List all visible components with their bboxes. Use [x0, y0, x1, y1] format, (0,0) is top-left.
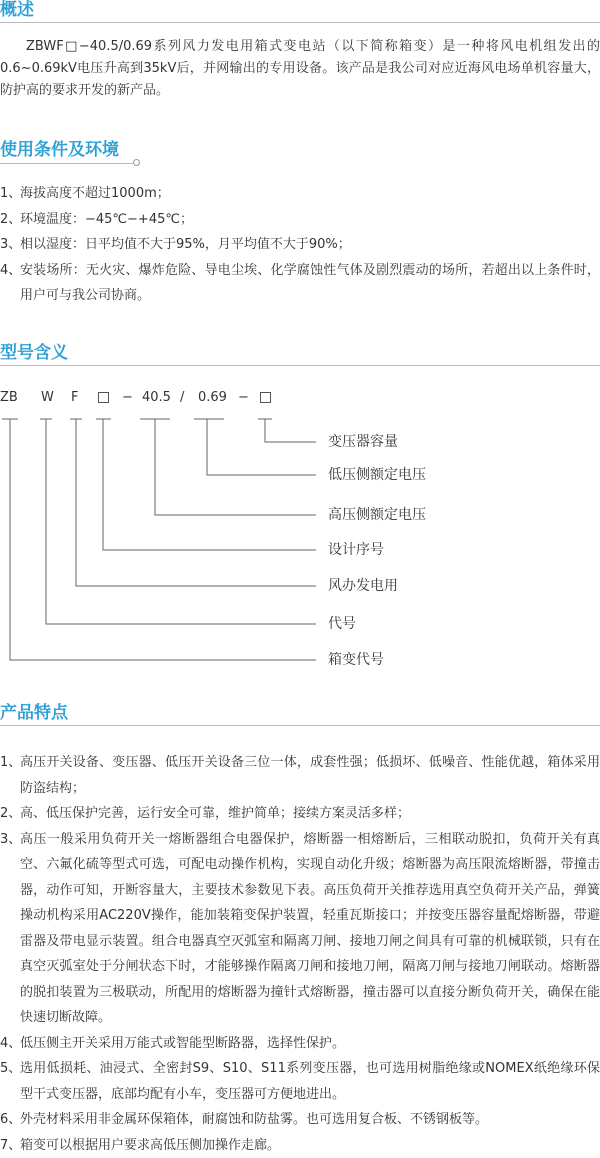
- list-item: 7、 箱变可以根据用户要求高低压侧加操作走廊。: [0, 1133, 600, 1158]
- overview-rule: [0, 22, 600, 23]
- code-part-dash-1: −: [122, 390, 133, 406]
- list-item: 2、 环境温度：−45℃−+45℃；: [0, 207, 600, 233]
- code-part-f: F: [71, 390, 78, 406]
- model-title: 型号含义: [0, 343, 68, 363]
- code-part-w: W: [41, 390, 54, 406]
- overview-title: 概述: [0, 0, 34, 20]
- conditions-list: [0, 181, 600, 309]
- model-rule: [0, 365, 600, 366]
- list-item: 3、 相以湿度：日平均值不大于95%，月平均值不大于90%；: [0, 232, 600, 258]
- overview-header: [0, 0, 600, 26]
- list-item: 3、 高压一般采用负荷开关一熔断器组合电器保护，熔断器一相熔断后，三相联动脱扣，负荷开关有真空、六氟化硫等型式可选，可配电动操作机构，实现自动化升级；熔断器为高压限流熔断器，带撞击器，动作可知，开断容量大，主要技术参数见下表。高压负荷开关推荐选用真空负荷开关产品，弹簧操动机构采用AC220V操作，能加装箱变保护装置，轻重瓦斯接口；并按变压器容量配熔断器，带避雷器及带电显示装置。组合电器真空灭弧室和隔离刀闸、接地刀闸之间具有可靠的机械联锁，只有在真空灭弧室处于分闸状态下时，才能够操作隔离刀闸和接地刀闸，隔离刀闸与接地刀闸联动。熔断器的脱扣装置为三极联动，所配用的熔断器为撞针式熔断器，撞击器可以直接分断负荷开关，确保在能快速切断故障。: [0, 827, 600, 1031]
- bracket-lines: [0, 390, 600, 680]
- features-rule: [0, 725, 600, 726]
- features-header: [0, 703, 600, 729]
- code-part-hv: 40.5: [142, 390, 171, 406]
- code-part-slash: /: [180, 390, 184, 406]
- list-item: 4、 安装场所：无火灾、爆炸危险、导电尘埃、化学腐蚀性气体及剧烈震动的场所，若超出以上条件时，用户可与我公司协商。: [0, 258, 600, 309]
- label-design-serial: 设计序号: [328, 541, 384, 559]
- label-hv-rated-voltage: 高压侧额定电压: [328, 506, 426, 524]
- label-wind-power-use: 风办发电用: [328, 577, 398, 595]
- list-item: 1、 海拔高度不超过1000m；: [0, 181, 600, 207]
- conditions-rule: [0, 163, 133, 164]
- list-item: 6、 外壳材料采用非金属环保箱体，耐腐蚀和防盐雾。也可选用复合板、不锈钢板等。: [0, 1107, 600, 1133]
- code-part-lv: 0.69: [198, 390, 227, 406]
- label-code: 代号: [328, 615, 356, 633]
- features-list: [0, 750, 600, 1158]
- label-lv-rated-voltage: 低压侧额定电压: [328, 466, 426, 484]
- conditions-header: [0, 140, 600, 166]
- label-box-substation-code: 箱变代号: [328, 651, 384, 669]
- list-item: 1、 高压开关设备、变压器、低压开关设备三位一体，成套性强；低损坏、低噪音、性能优越，箱体采用防盗结构；: [0, 750, 600, 801]
- code-part-dash-2: −: [238, 390, 249, 406]
- features-title: 产品特点: [0, 703, 68, 723]
- overview-paragraph: ZBWF□−40.5/0.69系列风力发电用箱式变电站（以下简称箱变）是一种将风电机组发出的0.6~0.69kV电压升高到35kV后，并网输出的专用设备。该产品是我公司对应近海风电场单机容量大，防护高的要求开发的新产品。: [0, 36, 600, 102]
- conditions-title: 使用条件及环境: [0, 140, 119, 160]
- code-part-zb: ZB: [0, 390, 18, 406]
- label-transformer-capacity: 变压器容量: [328, 433, 398, 451]
- list-item: 2、 高、低压保护完善，运行安全可靠，维护简单；接续方案灵活多样；: [0, 801, 600, 827]
- conditions-dot-icon: [133, 159, 140, 166]
- list-item: 5、 选用低损耗、油浸式、全密封S9、S10、S11系列变压器，也可选用树脂绝缘或NOMEX纸绝缘环保型干式变压器，底部均配有小车，变压器可方便地进出。: [0, 1056, 600, 1107]
- model-code-diagram: [0, 390, 600, 680]
- list-item: 4、 低压侧主开关采用万能式或智能型断路器，选择性保护。: [0, 1031, 600, 1057]
- model-header: [0, 343, 600, 369]
